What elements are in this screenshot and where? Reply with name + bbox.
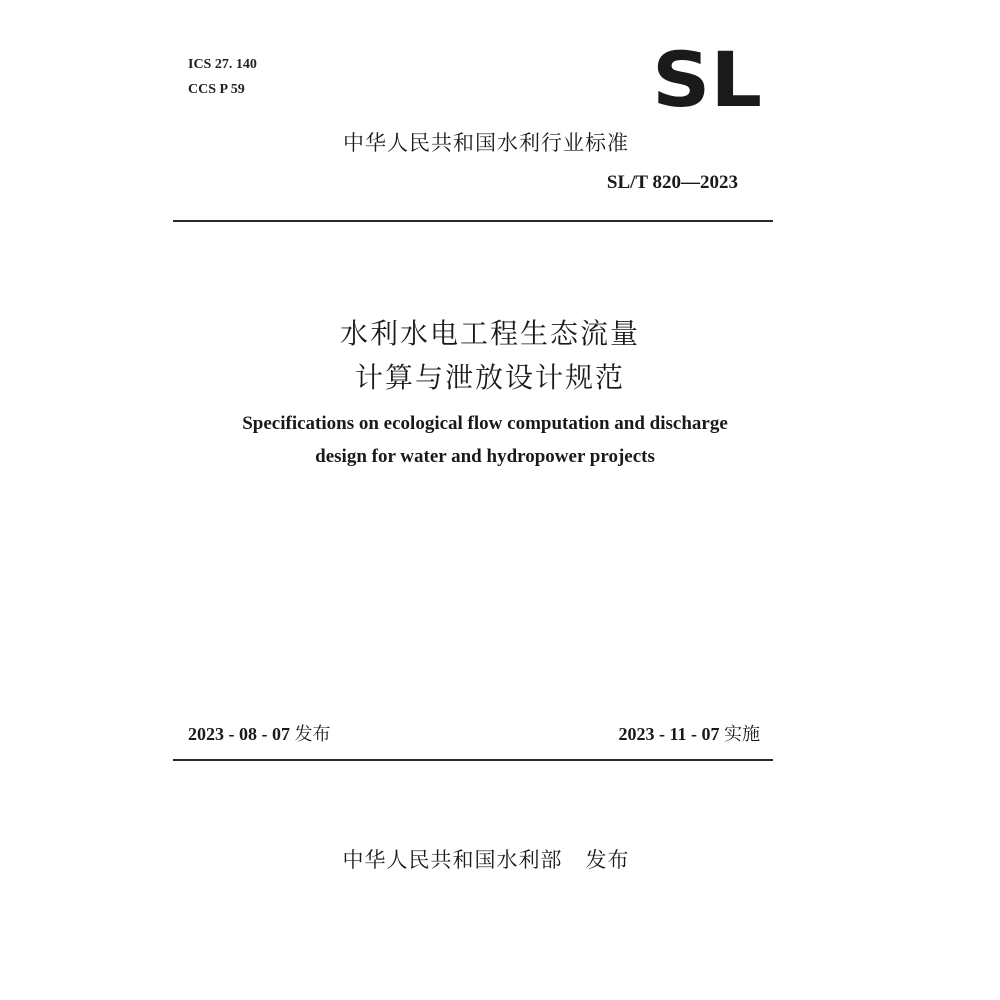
standard-number: SL/T 820—2023 xyxy=(606,172,738,193)
issue-label: 发布 xyxy=(294,724,331,745)
industry-standard-title: 中华人民共和国水利行业标准 xyxy=(343,131,629,155)
svg-text:SL: SL xyxy=(652,44,762,114)
implementation-date-value: 2023 - 11 - 07 xyxy=(618,724,720,744)
publisher-name: 中华人民共和国水利部 xyxy=(342,848,563,872)
chinese-title-line-1: 水利水电工程生态流量 xyxy=(339,317,640,350)
publisher-line xyxy=(0,844,1000,874)
chinese-title-line-2: 计算与泄放设计规范 xyxy=(354,361,625,394)
top-divider xyxy=(173,220,773,222)
implementation-label: 实施 xyxy=(724,724,760,745)
sl-logo xyxy=(652,44,764,114)
english-title-line-1: Specifications on ecological flow computation and discharge xyxy=(242,413,728,434)
classification-codes xyxy=(188,52,257,102)
ccs-code: CCS P 59 xyxy=(188,82,245,97)
implementation-date xyxy=(619,720,761,746)
issue-date xyxy=(188,720,331,746)
issue-date-value: 2023 - 08 - 07 xyxy=(188,724,290,744)
bottom-divider xyxy=(173,759,773,761)
english-title-line-2: design for water and hydropower projects xyxy=(315,446,655,467)
publisher-action: 发布 xyxy=(585,848,630,872)
ics-code: ICS 27. 140 xyxy=(188,57,257,72)
